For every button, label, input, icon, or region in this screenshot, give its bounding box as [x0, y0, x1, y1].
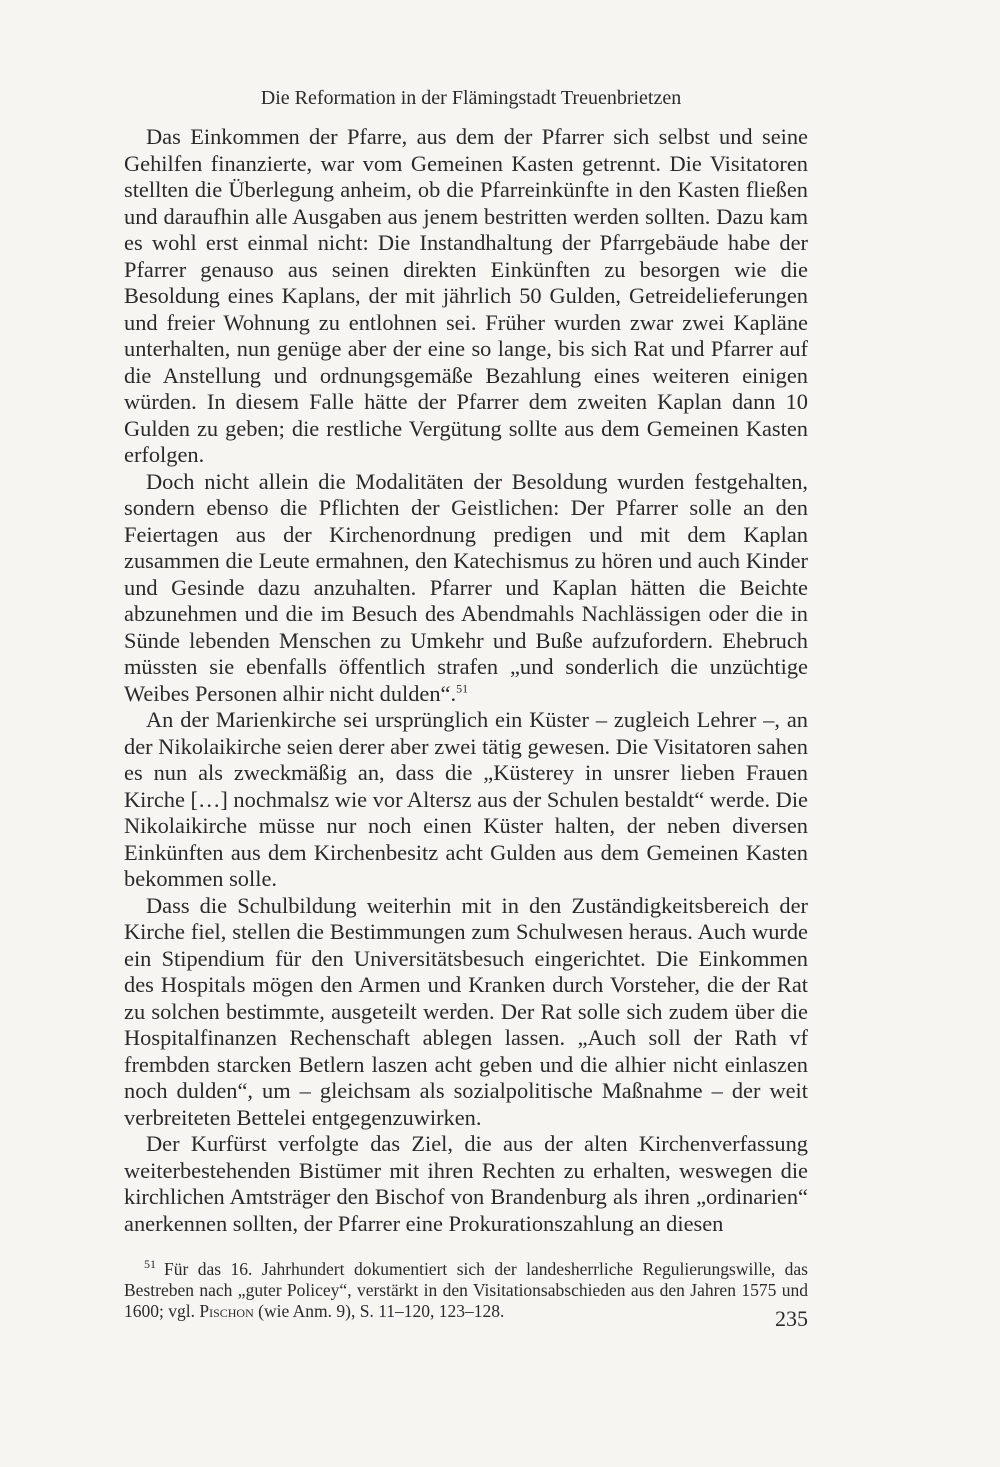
paragraph-4 [124, 893, 808, 1132]
footnote-author: Pischon [199, 1301, 254, 1321]
paragraph-1 [124, 124, 808, 469]
paragraph-5 [124, 1131, 808, 1237]
document-page [124, 86, 808, 1322]
paragraph-4-text: Dass die Schulbildung weiterhin mit in den Zuständigkeitsbereich der Kirche fiel, stellen die Bestimmungen zum Schulwesen heraus. Auch wurde ein Stipendium für den Universitätsbesuch eingerichtet. Die Einkommen des Hospitals mögen den Armen und Kranken durch Vorsteher, die der Rat zu solchen bestimmte, ausgeteilt werden. Der Rat solle sich zudem über die Hospitalfinanzen Rechenschaft ablegen lassen. „Auch soll der Rath vf frembden starcken Betlern laszen acht geben und die alhier nicht einlaszen noch dulden“, um – gleichsam als sozialpolitische Maßnahme – der weit verbreiteten Bettelei entgegenzuwirken. [124, 892, 808, 1130]
paragraph-1-text: Das Einkommen der Pfarre, aus dem der Pfarrer sich selbst und seine Gehilfen finanzierte, war vom Gemeinen Kasten getrennt. Die Visitatoren stellten die Überlegung anheim, ob die Pfarreinkünfte in den Kasten fließen und daraufhin alle Ausgaben aus jenem bestritten werden sollten. Dazu kam es wohl erst einmal nicht: Die Instandhaltung der Pfarrgebäude habe der Pfarrer genauso aus seinen direkten Einkünften zu besorgen wie die Besoldung eines Kaplans, der mit jährlich 50 Gulden, Getreidelieferungen und freier Wohnung zu entlohnen sei. Früher wurden zwar zwei Kapläne unterhalten, nun genüge aber der eine so lange, bis sich Rat und Pfarrer auf die Anstellung und ordnungsgemäße Bezahlung eines weiteren einigen würden. In diesem Falle hätte der Pfarrer dem zweiten Kaplan dann 10 Gulden zu geben; die restliche Vergütung sollte aus dem Gemeinen Kasten erfolgen. [124, 124, 808, 467]
page-number: 235 [775, 1306, 808, 1331]
footnote-text-after: (wie Anm. 9), S. 11–120, 123–128. [253, 1301, 505, 1321]
paragraph-3 [124, 707, 808, 893]
body-text [124, 124, 808, 1237]
footnote-number: 51 [144, 1257, 156, 1272]
paragraph-3-text: An der Marienkirche sei ursprünglich ein Küster – zugleich Lehrer –, an der Nikolaikirche seien derer aber zwei tätig gewesen. Die Visitatoren sahen es nun als zweckmäßig an, dass die „Küsterey in unsrer lieben Frauen Kirche […] nochmalsz wie vor Altersz aus der Schulen bestaldt“ werde. Die Nikolaikirche müsse nur noch einen Küster halten, der neben diversen Einkünften aus dem Kirchenbesitz acht Gulden aus dem Gemeinen Kasten bekommen solle. [124, 707, 808, 891]
footnote-51 [124, 1259, 808, 1322]
paragraph-2 [124, 469, 808, 708]
running-head: Die Reformation in der Flämingstadt Treuenbrietzen [260, 87, 682, 109]
footnote-reference[interactable]: 51 [456, 681, 469, 696]
paragraph-5-text: Der Kurfürst verfolgte das Ziel, die aus der alten Kirchenverfassung weiterbestehenden Bistümer mit ihren Rechten zu erhalten, weswegen die kirchlichen Amtsträger den Bischof von Brandenburg als ihren „ordinarien“ anerkennen sollten, der Pfarrer eine Prokurationszahlung an diesen [124, 1131, 808, 1236]
paragraph-2-text: Doch nicht allein die Modalitäten der Besoldung wurden festgehalten, sondern ebenso die Pflichten der Geistlichen: Der Pfarrer solle an den Feiertagen aus der Kirchenordnung predigen und mit dem Kaplan zusammen die Leute ermahnen, den Katechismus zu hören und auch Kinder und Gesinde dazu anzuhalten. Pfarrer und Kaplan hätten die Beichte abzunehmen und die im Besuch des Abendmahls Nachlässigen oder die in Sünde lebenden Menschen zu Umkehr und Buße aufzufordern. Ehebruch müssten sie ebenfalls öffentlich strafen „und sonderlich die unzüchtige Weibes Personen alhir nicht dulden“. [124, 468, 808, 706]
footnote-text-before: Für das 16. Jahrhundert dokumentiert sich der landesherrliche Regulierungswille, das Bestreben nach „guter Policey“, verstärkt in den Visitationsabschieden aus den Jahren 1575 und 1600; vgl. [124, 1259, 808, 1321]
footnotes [124, 1259, 808, 1322]
